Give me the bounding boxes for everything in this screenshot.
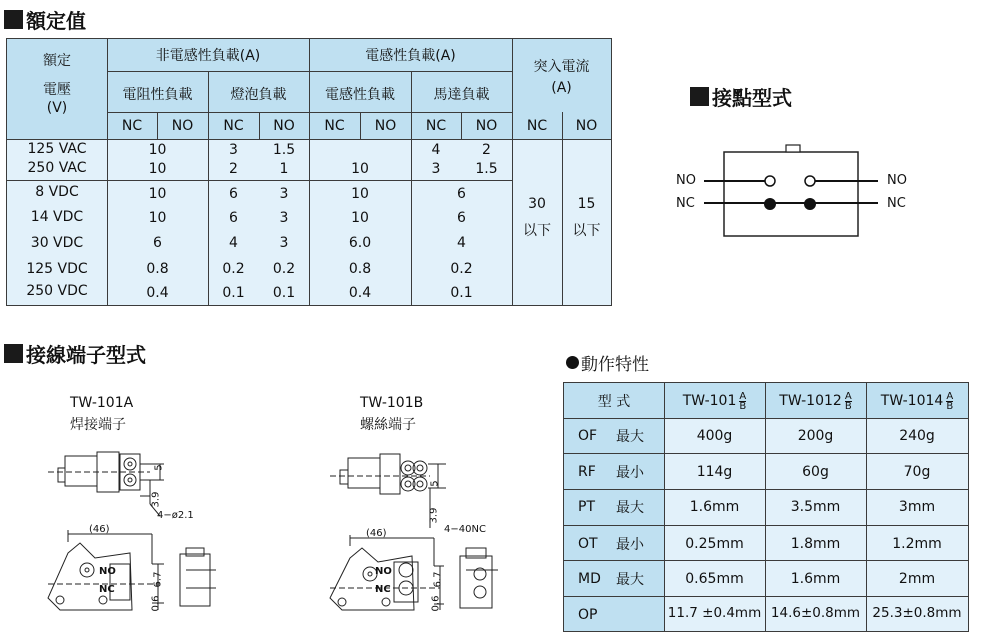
row-code: RF — [578, 464, 596, 480]
row-qualifier: 最小 — [616, 465, 644, 481]
nc-header: NC — [223, 118, 244, 134]
dimension-46-b: (46) — [366, 528, 387, 539]
dc-lamp-no-value: 3 — [279, 210, 289, 226]
dc-resistive-value: 10 — [148, 186, 167, 202]
row-code: PT — [578, 499, 595, 515]
value-cell: 1.6mm — [790, 571, 841, 587]
dc-lamp-nc-value: 6 — [229, 186, 238, 202]
value-cell: 11.7 ±0.4mm — [667, 605, 762, 621]
model-name: TW-1014 — [880, 393, 944, 409]
voltage-250vdc: 250 VDC — [26, 283, 88, 299]
ac-motor-no-value: 2 — [482, 142, 491, 158]
row-code: OF — [578, 428, 598, 444]
row-qualifier: 最大 — [616, 572, 644, 588]
value-cell: 1.8mm — [790, 536, 841, 552]
black-circle-icon — [566, 356, 579, 369]
no-header: NO — [575, 118, 598, 134]
variant-a: A — [844, 390, 852, 402]
inductive-header: 電感性負載(A) — [365, 48, 456, 64]
inrush-header-line2: (A) — [551, 80, 572, 96]
dimension-06-b: 0.6 — [430, 595, 442, 612]
value-cell: 400g — [696, 428, 733, 444]
dc-inductive-value: 0.8 — [348, 261, 372, 277]
rating-section-title — [4, 5, 86, 34]
non-inductive-header: 非電感性負載(A) — [155, 48, 261, 64]
model-b-type: 螺絲端子 — [360, 417, 416, 433]
model-name: TW-1012 — [779, 393, 842, 409]
rating-title: 額定值 — [26, 9, 86, 33]
value-cell: 25.3±0.8mm — [872, 605, 962, 621]
value-cell: 60g — [802, 464, 829, 480]
variant-b: B — [946, 400, 954, 412]
voltage-header-line1: 額定 — [43, 53, 71, 69]
terminal-section-title — [4, 339, 146, 368]
no-header: NO — [475, 118, 498, 134]
ac-lamp-nc-value: 2 — [229, 161, 238, 177]
voltage-125vdc: 125 VDC — [26, 261, 88, 277]
motor-load-header: 馬達負載 — [433, 87, 490, 103]
rating-table — [6, 38, 612, 306]
dimension-39-b: 3.9 — [428, 507, 440, 524]
model-header-tw101 — [664, 389, 765, 413]
dimension-39-a: 3.9 — [150, 491, 162, 508]
ab-variant-mark — [845, 392, 852, 411]
nc-header: NC — [121, 118, 143, 134]
model-a-type: 焊接端子 — [70, 417, 126, 433]
dimension-06-a: 0.6 — [150, 595, 162, 612]
model-header-tw1012 — [765, 389, 866, 413]
dc-motor-value: 6 — [457, 210, 466, 226]
model-b-label: TW-101B — [360, 395, 424, 411]
dimension-46-a: (46) — [89, 524, 110, 535]
ac-motor-nc-value: 4 — [431, 142, 441, 158]
contact-diagram — [670, 140, 920, 240]
value-cell: 2mm — [898, 571, 936, 587]
voltage-125vac: 125 VAC — [27, 141, 87, 157]
operation-section-title — [566, 350, 649, 375]
ac-lamp-no-value: 1.5 — [272, 142, 296, 158]
dc-resistive-value: 10 — [148, 210, 167, 226]
value-cell: 0.65mm — [685, 571, 744, 587]
ac-inductive-value: 10 — [351, 161, 369, 177]
voltage-8vdc: 8 VDC — [35, 184, 79, 200]
contact-title: 接點型式 — [712, 86, 792, 110]
voltage-250vac: 250 VAC — [27, 160, 87, 176]
row-qualifier: 最大 — [616, 500, 644, 516]
dc-lamp-no-value: 3 — [279, 186, 289, 202]
inrush-header-line1: 突入電流 — [533, 59, 590, 75]
no-header: NO — [171, 118, 194, 134]
inrush-nc-value: 30 — [528, 196, 546, 212]
dc-lamp-nc-value: 0.2 — [222, 261, 245, 277]
black-square-icon — [4, 344, 23, 363]
type-header: 型 式 — [597, 394, 631, 410]
inrush-nc-qualifier: 以下 — [523, 223, 551, 239]
row-qualifier: 最大 — [616, 429, 644, 445]
row-qualifier: 最小 — [616, 537, 644, 553]
dc-resistive-value: 6 — [153, 235, 162, 251]
value-cell: 200g — [797, 428, 834, 444]
dc-lamp-nc-value: 0.1 — [222, 285, 245, 301]
dc-lamp-nc-value: 6 — [229, 210, 238, 226]
dc-resistive-value: 0.8 — [146, 261, 169, 277]
value-cell: 3.5mm — [790, 499, 841, 515]
resistive-load-header: 電阻性負載 — [122, 87, 193, 103]
nc-header: NC — [526, 118, 548, 134]
dimension-5-b: 5 — [429, 480, 441, 487]
value-cell: 70g — [903, 464, 931, 480]
dimension-67-b: 6.7 — [432, 571, 444, 588]
nc-right-label: NC — [887, 196, 906, 211]
nc-terminal-label-b: NC — [375, 584, 391, 595]
variant-a: A — [739, 390, 747, 402]
dc-lamp-no-value: 0.2 — [272, 261, 296, 277]
voltage-header-line3: (V) — [46, 100, 68, 116]
variant-a: A — [946, 390, 954, 402]
variant-b: B — [844, 400, 852, 412]
value-cell: 1.6mm — [689, 499, 740, 515]
dimension-67-a: 6.7 — [152, 571, 164, 588]
row-code: OP — [578, 607, 598, 623]
operation-table — [563, 382, 969, 632]
dc-resistive-value: 0.4 — [146, 285, 169, 301]
row-code: OT — [578, 536, 598, 552]
nc-header: NC — [324, 118, 345, 134]
variant-b: B — [739, 400, 747, 412]
no-terminal-label-b: NO — [375, 566, 392, 577]
inductive-load-header: 電感性負載 — [325, 87, 395, 103]
inrush-no-qualifier: 以下 — [572, 223, 601, 239]
hole-spec-a: 4−ø2.1 — [157, 510, 194, 521]
row-code: MD — [578, 571, 601, 587]
black-square-icon — [690, 87, 709, 106]
value-cell: 0.25mm — [685, 536, 744, 552]
dimension-5-a: 5 — [153, 464, 165, 471]
dc-lamp-nc-value: 4 — [229, 235, 238, 251]
dc-motor-value: 0.2 — [450, 261, 473, 277]
terminal-title: 接線端子型式 — [26, 343, 146, 367]
no-left-label: NO — [676, 173, 696, 188]
model-header-tw1014 — [866, 389, 968, 413]
value-cell: 1.2mm — [892, 536, 942, 552]
ac-resistive-value: 10 — [148, 142, 167, 158]
black-square-icon — [4, 10, 23, 29]
ac-lamp-nc-value: 3 — [229, 142, 238, 158]
inrush-no-value: 15 — [577, 196, 596, 212]
nc-header: NC — [425, 118, 447, 134]
nc-terminal-label-a: NC — [99, 584, 115, 595]
voltage-14vdc: 14 VDC — [30, 209, 84, 225]
ac-lamp-no-value: 1 — [279, 161, 289, 177]
dc-inductive-value: 0.4 — [348, 285, 372, 301]
ac-resistive-value: 10 — [148, 161, 167, 177]
value-cell: 114g — [696, 464, 733, 480]
no-header: NO — [273, 118, 295, 134]
value-cell: 14.6±0.8mm — [770, 605, 861, 621]
operation-title: 動作特性 — [581, 355, 649, 375]
hole-spec-b: 4−40NC — [444, 524, 486, 535]
dc-inductive-value: 10 — [351, 186, 369, 202]
dc-lamp-no-value: 3 — [279, 235, 289, 251]
voltage-header-line2: 電壓 — [43, 82, 71, 98]
dc-motor-value: 4 — [457, 235, 466, 251]
ab-variant-mark — [739, 392, 746, 411]
dc-motor-value: 0.1 — [450, 285, 473, 301]
dc-lamp-no-value: 0.1 — [272, 285, 296, 301]
value-cell: 240g — [899, 428, 935, 444]
no-right-label: NO — [887, 173, 907, 188]
voltage-30vdc: 30 VDC — [30, 235, 84, 251]
ac-motor-nc-value: 3 — [431, 161, 441, 177]
ac-motor-no-value: 1.5 — [475, 161, 498, 177]
ab-variant-mark — [946, 392, 953, 411]
value-cell: 3mm — [898, 499, 936, 515]
model-a-label: TW-101A — [70, 395, 134, 411]
lamp-load-header: 燈泡負載 — [230, 87, 287, 103]
no-terminal-label-a: NO — [99, 566, 116, 577]
dc-inductive-value: 10 — [351, 210, 369, 226]
no-header: NO — [374, 118, 397, 134]
contact-section-title — [690, 82, 792, 111]
dc-motor-value: 6 — [457, 186, 466, 202]
dc-inductive-value: 6.0 — [348, 235, 372, 251]
model-name: TW-101 — [682, 393, 737, 409]
nc-left-label: NC — [676, 196, 695, 211]
